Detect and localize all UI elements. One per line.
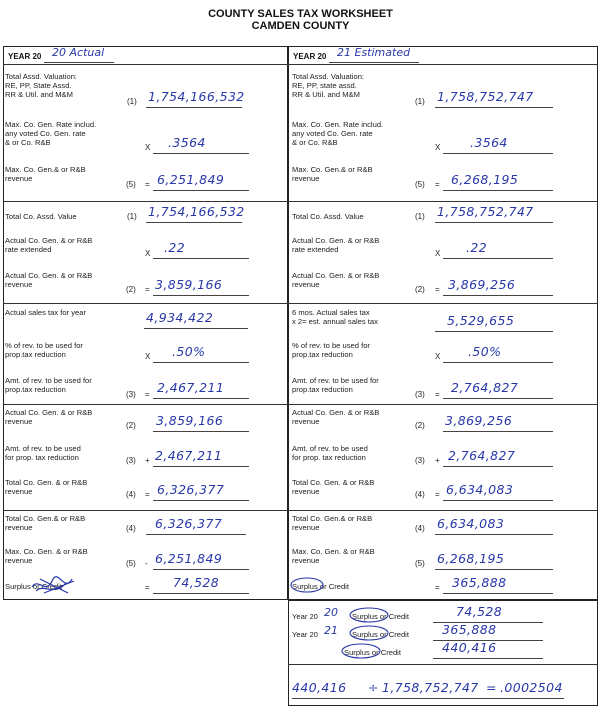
row-operator: + bbox=[435, 456, 440, 465]
handwritten-value: 3,869,256 bbox=[448, 277, 516, 292]
row-ref: (2) bbox=[415, 421, 425, 430]
row-operator: X bbox=[435, 352, 441, 361]
summary-year-label: Year 20 bbox=[292, 612, 318, 621]
row-operator: = bbox=[145, 180, 150, 189]
value-underline bbox=[153, 362, 249, 363]
handwritten-value: 6,251,849 bbox=[155, 551, 223, 566]
value-underline bbox=[153, 258, 249, 259]
handwritten-value: 2,467,211 bbox=[157, 380, 225, 395]
value-underline bbox=[435, 107, 553, 108]
handwritten-value: 1,754,166,532 bbox=[148, 204, 245, 219]
row-ref: (1) bbox=[127, 212, 137, 221]
formula-operator: ÷ bbox=[368, 680, 379, 695]
summary-year-value: 21 bbox=[324, 624, 338, 637]
handwritten-value: 1,754,166,532 bbox=[148, 89, 245, 104]
row-ref: (5) bbox=[415, 180, 425, 189]
row-label: Total Co. Gen.& or R&B revenue bbox=[5, 514, 86, 532]
handwritten-value: 3,859,166 bbox=[156, 413, 224, 428]
value-underline bbox=[146, 534, 246, 535]
value-underline bbox=[153, 569, 249, 570]
row-operator: X bbox=[145, 143, 151, 152]
row-label: Actual Co. Gen. & or R&B rate extended bbox=[292, 236, 380, 254]
summary-label: Surplus or Credit bbox=[352, 612, 409, 621]
row-operator: = bbox=[145, 583, 150, 592]
left-section-divider bbox=[3, 510, 288, 511]
handwritten-value: 6,268,195 bbox=[451, 172, 519, 187]
formula-dividend: 440,416 bbox=[292, 680, 347, 695]
row-ref: (3) bbox=[126, 456, 136, 465]
handwritten-value: 1,758,752,747 bbox=[437, 204, 534, 219]
right-year-value: 21 Estimated bbox=[337, 46, 411, 59]
row-label: Max. Co. Gen. & or R&B revenue bbox=[5, 547, 88, 565]
row-operator: X bbox=[145, 352, 151, 361]
handwritten-value: 6,326,377 bbox=[157, 482, 225, 497]
row-ref: (2) bbox=[415, 285, 425, 294]
value-underline bbox=[153, 398, 249, 399]
value-underline bbox=[443, 593, 553, 594]
row-label: Total Co. Gen. & or R&B revenue bbox=[292, 478, 375, 496]
value-underline bbox=[435, 534, 553, 535]
formula-result: .0002504 bbox=[500, 680, 563, 695]
handwritten-value: 440,416 bbox=[442, 640, 497, 655]
row-label: % of rev. to be used for prop.tax reduction bbox=[5, 341, 83, 359]
summary-year-label: Year 20 bbox=[292, 630, 318, 639]
left-year-label: YEAR 20 bbox=[8, 52, 42, 61]
handwritten-value: 2,764,827 bbox=[448, 448, 516, 463]
row-operator: X bbox=[145, 249, 151, 258]
value-underline bbox=[435, 222, 553, 223]
handwritten-value: 3,869,256 bbox=[445, 413, 513, 428]
worksheet-title: COUNTY SALES TAX WORKSHEET bbox=[208, 8, 393, 20]
row-label: % of rev. to be used for prop.tax reduction bbox=[292, 341, 370, 359]
value-underline bbox=[433, 658, 543, 659]
row-label: Total Co. Assd. Value bbox=[292, 212, 364, 221]
row-operator: = bbox=[145, 285, 150, 294]
row-ref: (4) bbox=[415, 524, 425, 533]
row-label: Actual Co. Gen. & or R&B revenue bbox=[5, 271, 93, 289]
row-label: Total Co. Assd. Value bbox=[5, 212, 77, 221]
surplus-label: Surplus or Credit bbox=[5, 582, 62, 591]
handwritten-value: .3564 bbox=[470, 135, 508, 150]
handwritten-value: .22 bbox=[164, 240, 186, 255]
row-label: Max. Co. Gen. & or R&B revenue bbox=[292, 547, 375, 565]
value-underline bbox=[443, 295, 553, 296]
left-section-divider bbox=[3, 303, 288, 304]
handwritten-value: 6,268,195 bbox=[437, 551, 505, 566]
row-label: Total Assd. Valuation: RE, PP, state assd. RR & Util. and M&M bbox=[292, 72, 365, 99]
row-ref: (1) bbox=[127, 97, 137, 106]
right-section-divider bbox=[288, 510, 598, 511]
value-underline bbox=[435, 331, 553, 332]
value-underline bbox=[146, 107, 242, 108]
row-operator: = bbox=[435, 285, 440, 294]
circled-surplus-mark bbox=[348, 624, 390, 642]
value-underline bbox=[153, 431, 249, 432]
value-underline bbox=[146, 222, 242, 223]
row-operator: = bbox=[435, 180, 440, 189]
row-operator: X bbox=[435, 249, 441, 258]
row-ref: (3) bbox=[415, 456, 425, 465]
right-section-divider bbox=[288, 404, 598, 405]
row-operator: = bbox=[435, 583, 440, 592]
handwritten-value: 4,934,422 bbox=[146, 310, 214, 325]
value-underline bbox=[443, 153, 553, 154]
right-year-label: YEAR 20 bbox=[293, 52, 327, 61]
row-label: Actual Co. Gen. & or R&B rate extended bbox=[5, 236, 93, 254]
value-underline bbox=[443, 398, 553, 399]
circled-surplus-mark bbox=[340, 642, 382, 660]
row-label: Max. Co. Gen.& or R&B revenue bbox=[5, 165, 86, 183]
row-ref: (5) bbox=[415, 559, 425, 568]
formula-underline bbox=[292, 698, 564, 699]
summary-divider bbox=[288, 664, 598, 665]
circled-surplus-mark bbox=[348, 606, 390, 624]
handwritten-value: .22 bbox=[466, 240, 488, 255]
right-section-divider bbox=[288, 303, 598, 304]
value-underline bbox=[153, 466, 249, 467]
row-operator: + bbox=[145, 456, 150, 465]
left-section-divider bbox=[3, 201, 288, 202]
row-label: 6 mos. Actual sales tax x 2= est. annual sales tax bbox=[292, 308, 378, 326]
handwritten-value: 2,764,827 bbox=[451, 380, 519, 395]
row-ref: (1) bbox=[415, 97, 425, 106]
row-ref: (4) bbox=[126, 524, 136, 533]
handwritten-value: 3,859,166 bbox=[155, 277, 223, 292]
row-label: Max. Co. Gen. Rate includ. any voted Co. Gen. rate & or Co. R&B bbox=[5, 120, 97, 147]
row-label: Amt. of rev. to be used for prop. tax reduction bbox=[292, 444, 368, 462]
value-underline bbox=[443, 362, 553, 363]
summary-year-value: 20 bbox=[324, 606, 338, 619]
row-operator: = bbox=[145, 490, 150, 499]
left-section-divider bbox=[3, 404, 288, 405]
value-underline bbox=[153, 153, 249, 154]
row-operator: = bbox=[145, 390, 150, 399]
row-ref: (3) bbox=[126, 390, 136, 399]
row-operator: - bbox=[145, 559, 148, 568]
handwritten-value: 6,251,849 bbox=[157, 172, 225, 187]
right-section-divider bbox=[288, 201, 598, 202]
value-underline bbox=[443, 258, 553, 259]
row-label: Total Co. Gen. & or R&B revenue bbox=[5, 478, 88, 496]
handwritten-value: 6,634,083 bbox=[446, 482, 514, 497]
summary-label: Surplus or Credit bbox=[344, 648, 401, 657]
value-underline bbox=[443, 431, 553, 432]
row-label: Actual Co. Gen. & or R&B revenue bbox=[292, 271, 380, 289]
county-name: CAMDEN COUNTY bbox=[251, 20, 350, 32]
left-year-value: 20 Actual bbox=[52, 46, 105, 59]
handwritten-value: 1,758,752,747 bbox=[437, 89, 534, 104]
row-ref: (1) bbox=[415, 212, 425, 221]
row-ref: (5) bbox=[126, 180, 136, 189]
value-underline bbox=[153, 190, 249, 191]
value-underline bbox=[153, 593, 249, 594]
handwritten-value: .3564 bbox=[168, 135, 206, 150]
row-ref: (2) bbox=[126, 285, 136, 294]
handwritten-value: 365,888 bbox=[442, 622, 497, 637]
value-underline bbox=[144, 328, 248, 329]
row-ref: (3) bbox=[415, 390, 425, 399]
handwritten-value: 2,467,211 bbox=[155, 448, 223, 463]
handwritten-value: 6,634,083 bbox=[437, 516, 505, 531]
left-year-underline bbox=[44, 62, 114, 63]
row-label: Total Assd. Valuation: RE, PP, State Assd. RR & Util. and M&M bbox=[5, 72, 78, 99]
row-label: Amt. of rev. to be used for prop. tax reduction bbox=[5, 444, 81, 462]
row-operator: = bbox=[435, 490, 440, 499]
row-ref: (2) bbox=[126, 421, 136, 430]
handwritten-value: .50% bbox=[172, 344, 206, 359]
row-ref: (5) bbox=[126, 559, 136, 568]
row-label: Amt. of rev. to be used for prop.tax reduction bbox=[292, 376, 379, 394]
row-operator: = bbox=[435, 390, 440, 399]
row-label: Actual Co. Gen. & or R&B revenue bbox=[5, 408, 93, 426]
handwritten-value: 74,528 bbox=[456, 604, 503, 619]
right-year-underline bbox=[329, 62, 419, 63]
value-underline bbox=[443, 466, 553, 467]
handwritten-value: 74,528 bbox=[173, 575, 220, 590]
row-ref: (4) bbox=[415, 490, 425, 499]
row-label: Actual Co. Gen. & or R&B revenue bbox=[292, 408, 380, 426]
row-label: Total Co. Gen.& or R&B revenue bbox=[292, 514, 373, 532]
row-label: Max. Co. Gen. Rate includ. any voted Co. Gen. rate & or Co. R&B bbox=[292, 120, 384, 147]
row-ref: (4) bbox=[126, 490, 136, 499]
scribble-mark bbox=[28, 573, 80, 597]
row-label: Amt. of rev. to be used for prop.tax reduction bbox=[5, 376, 92, 394]
formula-equals: = bbox=[486, 680, 497, 695]
value-underline bbox=[443, 190, 553, 191]
handwritten-value: 6,326,377 bbox=[155, 516, 223, 531]
summary-label: Surplus or Credit bbox=[352, 630, 409, 639]
handwritten-value: .50% bbox=[468, 344, 502, 359]
handwritten-value: 365,888 bbox=[452, 575, 507, 590]
handwritten-value: 5,529,655 bbox=[447, 313, 515, 328]
surplus-label: Surplus or Credit bbox=[292, 582, 349, 591]
value-underline bbox=[435, 569, 553, 570]
value-underline bbox=[443, 500, 553, 501]
circled-surplus-mark bbox=[289, 576, 325, 594]
value-underline bbox=[153, 295, 249, 296]
formula-divisor: 1,758,752,747 bbox=[382, 680, 479, 695]
row-label: Actual sales tax for year bbox=[5, 308, 87, 317]
header-divider bbox=[3, 64, 598, 65]
row-operator: X bbox=[435, 143, 441, 152]
value-underline bbox=[153, 500, 249, 501]
row-label: Max. Co. Gen.& or R&B revenue bbox=[292, 165, 373, 183]
